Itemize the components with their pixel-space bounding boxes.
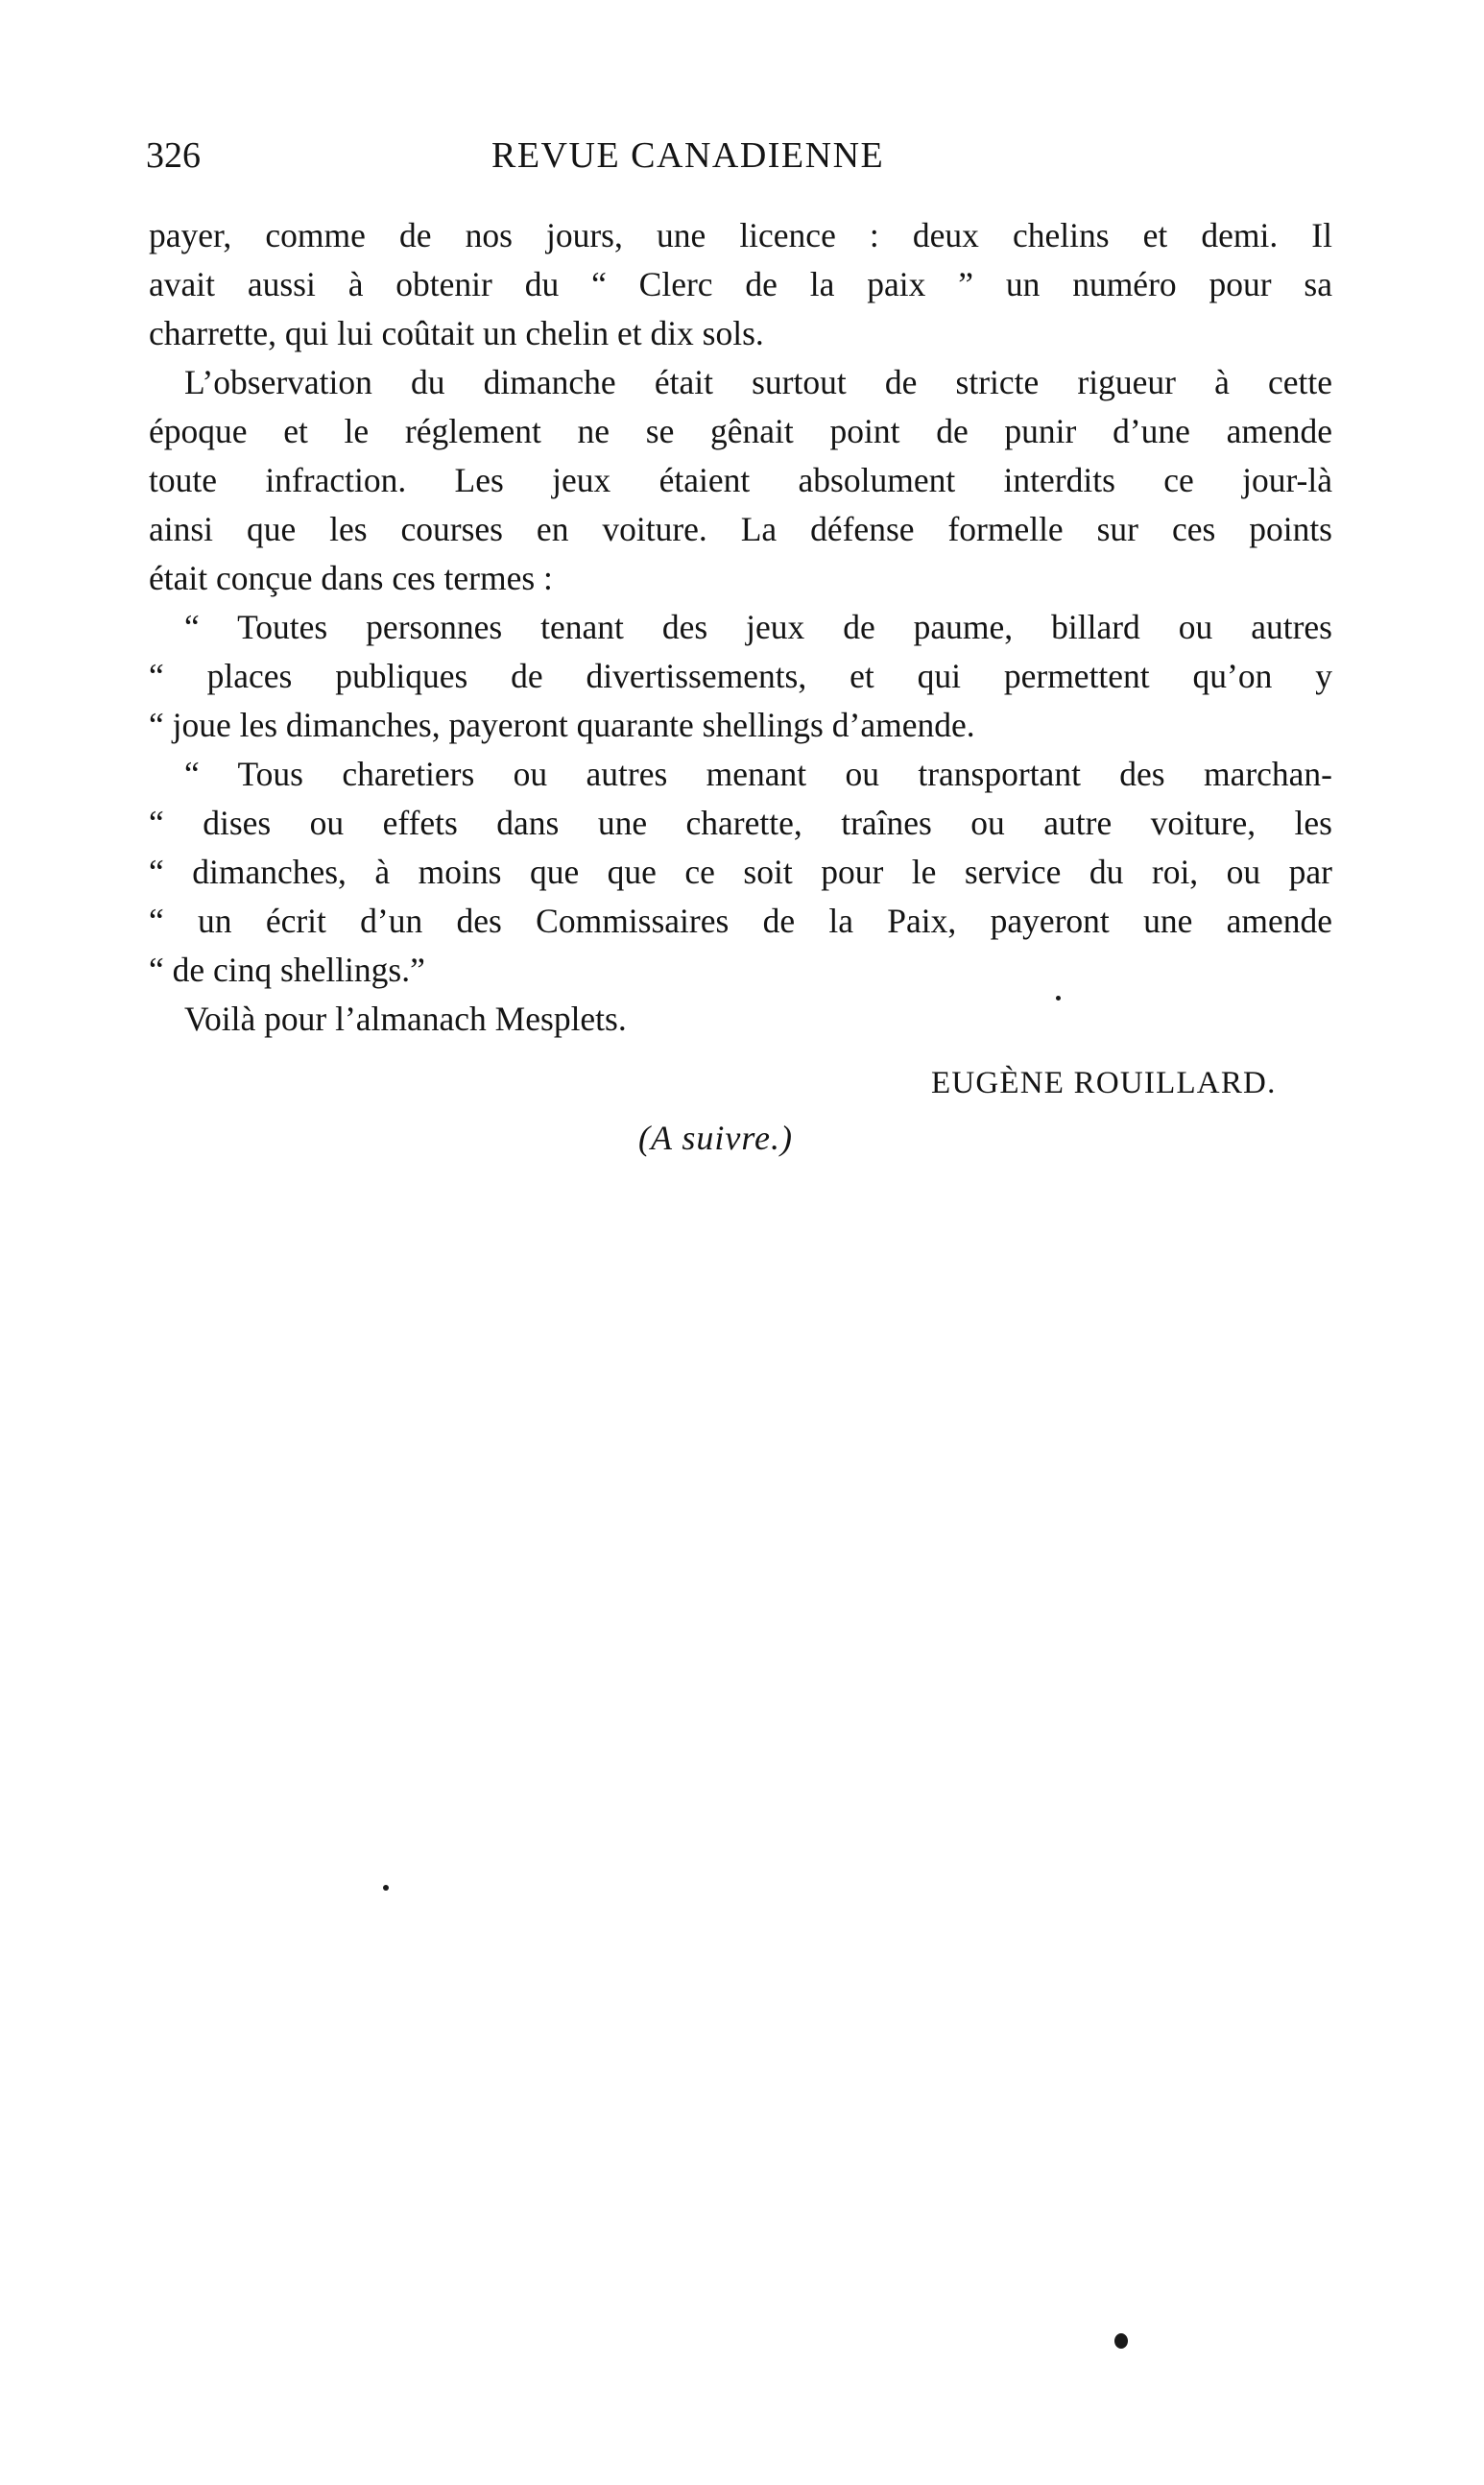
- journal-title: REVUE CANADIENNE: [491, 135, 885, 176]
- quote-line: “ joue les dimanches, payeront quarante shellings d’amende.: [149, 706, 975, 744]
- body-text: [149, 211, 1332, 1044]
- text-line: ainsi que les courses en voiture. La défense formelle sur ces points: [149, 510, 1332, 548]
- quote-line: “ Toutes personnes tenant des jeux de paume, billard ou autres: [184, 608, 1332, 646]
- quote-line: “ dimanches, à moins que que ce soit pour le service du roi, ou par: [149, 853, 1332, 891]
- text-line: payer, comme de nos jours, une licence : deux chelins et demi. Il: [149, 216, 1332, 254]
- quote-line: “ dises ou effets dans une charette, traînes ou autre voiture, les: [149, 804, 1332, 842]
- quote-line: “ un écrit d’un des Commissaires de la Paix, payeront une amende: [149, 902, 1332, 940]
- continuation-note: (A suivre.): [638, 1119, 793, 1157]
- text-line: était conçue dans ces termes :: [149, 559, 553, 597]
- quote-line: “ places publiques de divertissements, et qui permettent qu’on y: [149, 657, 1332, 695]
- text-line: avait aussi à obtenir du “ Clerc de la paix ” un numéro pour sa: [149, 265, 1332, 303]
- scan-speck: [1056, 996, 1061, 1001]
- text-line: Voilà pour l’almanach Mesplets.: [184, 1000, 627, 1038]
- quote-line: “ Tous charetiers ou autres menant ou transportant des marchan-: [184, 755, 1332, 793]
- text-line: L’observation du dimanche était surtout de stricte rigueur à cette: [184, 363, 1332, 401]
- page-number: 326: [146, 135, 201, 176]
- author-signature: EUGÈNE ROUILLARD.: [931, 1066, 1277, 1100]
- text-line: époque et le réglement ne se gênait point de punir d’une amende: [149, 412, 1332, 450]
- text-line: toute infraction. Les jeux étaient absolument interdits ce jour-là: [149, 461, 1332, 499]
- scan-speck: [1114, 2333, 1128, 2349]
- scan-speck: [383, 1885, 389, 1891]
- quote-line: “ de cinq shellings.”: [149, 951, 425, 989]
- text-line: charrette, qui lui coûtait un chelin et dix sols.: [149, 314, 764, 352]
- running-head: [146, 127, 1336, 184]
